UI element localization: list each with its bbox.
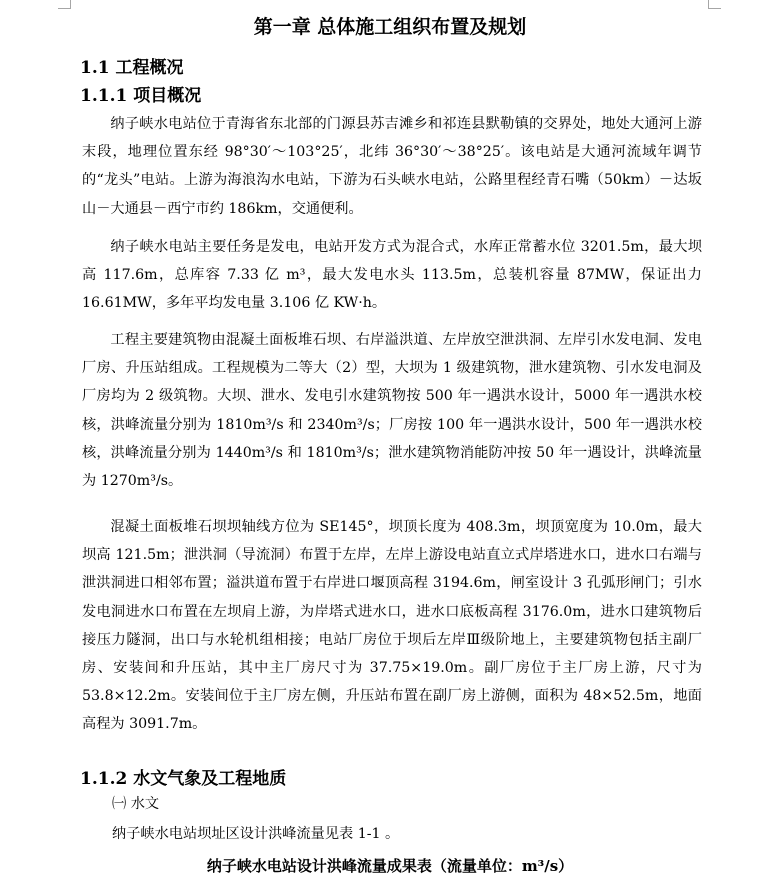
chapter-title: 第一章 总体施工组织布置及规划 xyxy=(253,16,527,38)
section-heading-1-1: 1.1 工程概况 xyxy=(80,58,184,78)
paragraph-power-station: 纳子峡水电站主要任务是发电，电站开发方式为混合式，水库正常蓄水位 3201.5m，最大坝高 117.6m，总库容 7.33 亿 m³，最大发电水头 113.5m，总装机容量 87MW，保证出力 16.61MW，多年平均发电量 3.106 亿 KW·h。 xyxy=(82,239,702,312)
hydrology-text: 纳子峡水电站坝址区设计洪峰流量见表 1-1 。 xyxy=(112,826,400,842)
section-heading-1-1-1: 1.1.1 项目概况 xyxy=(80,86,202,106)
table-caption: 纳子峡水电站设计洪峰流量成果表（流量单位：m³/s） xyxy=(206,857,574,875)
page-corner-mark-right xyxy=(708,0,721,9)
paragraph-dam-layout: 混凝土面板堆石坝坝轴线方位为 SE145°，坝顶长度为 408.3m，坝顶宽度为 10.0m，最大坝高 121.5m；泄洪洞（导流洞）布置于左岸，左岸上游设电站直立式岸塔进水口，进水口右端与泄洪洞进口相邻布置；溢洪道布置于右岸进口堰顶高程 3194.6m，闸室设计 3 孔弧形闸门；引水发电洞进水口布置在左坝肩上游，为岸塔式进水口，进水口底板高程 3176.0m，进水口建筑物后接压力隧洞，出口与水轮机组相接；电站厂房位于坝后左岸Ⅲ级阶地上，主要建筑物包括主副厂房、安装间和升压站，其中主厂房尺寸为 37.75×19.0m。副厂房位于主厂房上游，尺寸为 53.8×12.2m。安装间位于主厂房左侧，升压站布置在副厂房上游侧，面积为 48×52.5m，地面高程为 3091.7m。 xyxy=(82,519,702,733)
subsection-hydrology: ㈠ 水文 xyxy=(112,796,160,812)
paragraph-main-structures: 工程主要建筑物由混凝土面板堆石坝、右岸溢洪道、左岸放空泄洪洞、左岸引水发电洞、发电厂房、升压站组成。工程规模为二等大（2）型，大坝为 1 级建筑物，泄水建筑物、引水发电洞及厂房均为 2 级筑物。大坝、泄水、发电引水建筑物按 500 年一遇洪水设计，5000 年一遇洪水校核，洪峰流量分别为 1810m³/s 和 2340m³/s；厂房按 100 年一遇洪水设计，500 年一遇洪水校核，洪峰流量分别为 1440m³/s 和 1810m³/s；泄水建筑物消能防冲按 50 年一遇设计，洪峰流量为 1270m³/s。 xyxy=(82,332,702,490)
page-corner-mark-left xyxy=(58,0,71,9)
section-heading-1-1-2: 1.1.2 水文气象及工程地质 xyxy=(80,769,287,789)
paragraph-location: 纳子峡水电站位于青海省东北部的门源县苏吉滩乡和祁连县默勒镇的交界处，地处大通河上游末段，地理位置东经 98°30′～103°25′，北纬 36°30′～38°25′。该电站是大通河流域年调节的“龙头”电站。上游为海浪沟水电站，下游为石头峡水电站，公路里程经青石嘴（50km）－达坂山－大通县－西宁市约 186km，交通便利。 xyxy=(82,116,702,217)
